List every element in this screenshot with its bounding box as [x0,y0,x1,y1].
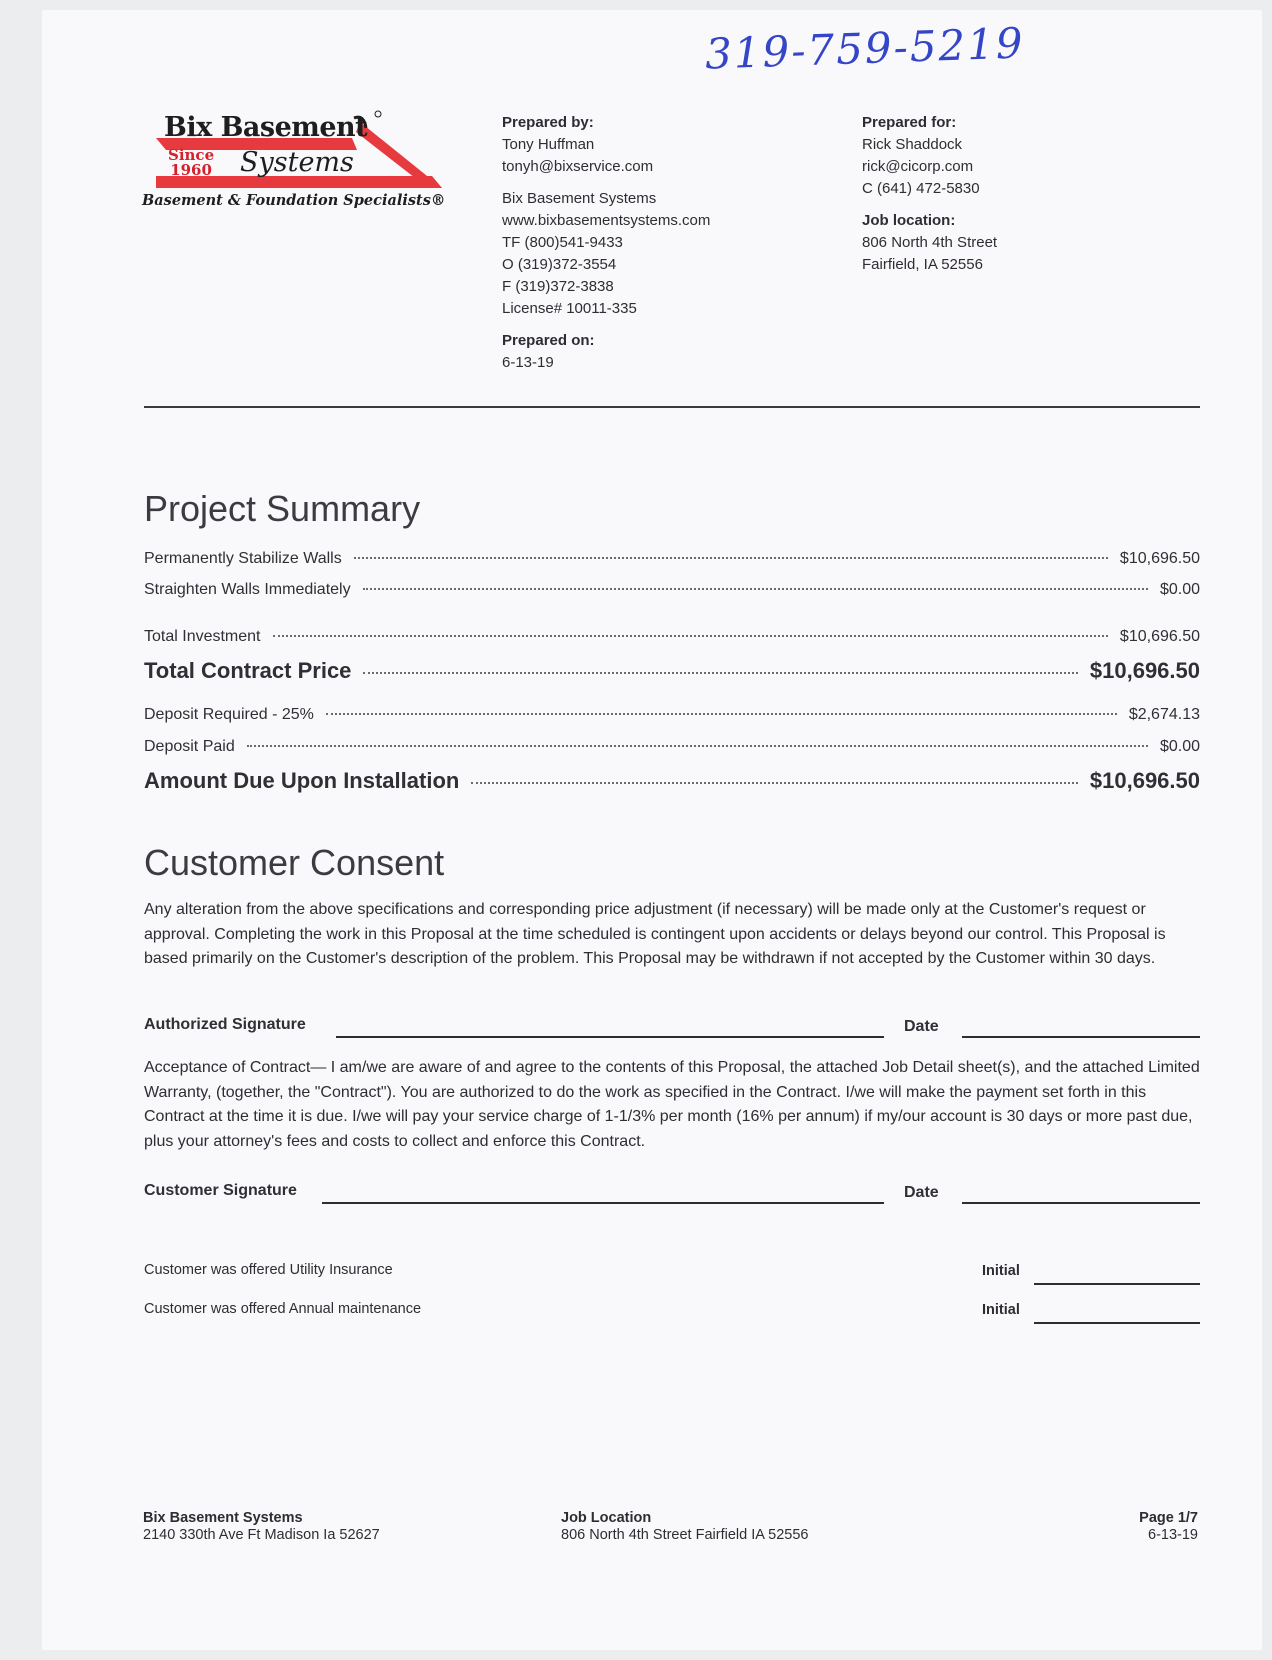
dot-leader [363,588,1148,590]
logo-name: Bix Basement [164,112,368,143]
summary-line-item [144,581,1200,599]
logo-tagline: Basement & Foundation Specialists® [142,192,446,209]
customer-consent-heading: Customer Consent [144,842,445,883]
authorized-signature-line[interactable] [336,1036,884,1038]
dot-leader [247,745,1148,747]
company-name: Bix Basement Systems [502,190,657,207]
initial-label: Initial [982,1263,1020,1279]
dot-leader [363,672,1077,674]
fax-number: F (319)372-3838 [502,278,614,295]
prepared-on-label: Prepared on: [502,332,595,349]
dot-leader [273,635,1108,637]
job-street: 806 North 4th Street [862,234,998,251]
total-investment-value: $10,696.50 [1119,628,1200,645]
prepared-by-label: Prepared by: [502,114,594,131]
footer-date: 6-13-19 [1148,1527,1198,1543]
client-email: rick@cicorp.com [862,158,974,175]
header-divider [144,406,1200,408]
date-label: Date [904,1184,939,1201]
deposit-required-value: $2,674.13 [1128,706,1200,723]
prepared-for-block [862,112,997,276]
line-item-label: Permanently Stabilize Walls [144,550,342,567]
authorized-signature-label: Authorized Signature [144,1016,306,1033]
handwritten-phone-note: 319-759-5219 [704,18,1026,79]
page-number: Page 1/7 [1139,1510,1198,1526]
prepared-for-label: Prepared for: [862,114,957,131]
amount-due-label: Amount Due Upon Installation [144,768,460,793]
total-contract-label: Total Contract Price [144,658,352,683]
date-label: Date [904,1018,939,1035]
job-city: Fairfield, IA 52556 [862,256,983,273]
summary-line-item [144,550,1200,568]
utility-insurance-initial-line[interactable] [1034,1283,1200,1285]
customer-signature-row [144,1182,1200,1212]
authorized-date-line[interactable] [962,1036,1200,1038]
prepared-by-block [502,112,710,374]
footer-page-info [1139,1510,1198,1544]
office-phone: O (319)372-3554 [502,256,617,273]
logo-systems: Systems [240,147,354,178]
line-item-label: Straighten Walls Immediately [144,581,351,598]
client-name: Rick Shaddock [862,136,963,153]
customer-signature-label: Customer Signature [144,1182,297,1199]
total-investment-label: Total Investment [144,628,261,645]
utility-insurance-offer: Customer was offered Utility Insurance [144,1262,393,1278]
customer-signature-line[interactable] [322,1202,884,1204]
dot-leader [471,782,1078,784]
customer-date-line[interactable] [962,1202,1200,1204]
authorized-signature-row [144,1016,1200,1046]
amount-due-row [144,768,1200,794]
deposit-required-label: Deposit Required - 25% [144,706,314,723]
deposit-paid-row [144,738,1200,756]
preparer-email: tonyh@bixservice.com [502,158,654,175]
logo-since: Since 1960 [168,146,215,179]
deposit-paid-value: $0.00 [1159,738,1200,755]
line-item-value: $10,696.50 [1119,550,1200,567]
job-location-label: Job location: [862,212,956,229]
dot-leader [326,713,1117,715]
total-investment-row [144,628,1200,646]
total-contract-value: $10,696.50 [1089,658,1200,683]
footer-company [143,1510,380,1544]
prepared-on-date: 6-13-19 [502,354,554,371]
project-summary-heading: Project Summary [144,488,421,529]
footer-company-name: Bix Basement Systems [143,1510,303,1526]
amount-due-value: $10,696.50 [1089,768,1200,793]
deposit-paid-label: Deposit Paid [144,738,235,755]
consent-paragraph: Any alteration from the above specifications and corresponding price adjustment (if necessary) will be made only at the Customer's request or approval. Completing the work in this Proposal at the time scheduled is contingent upon accidents or delays beyond our control. This Proposal is based primarily on the Customer's description of the problem. This Proposal may be withdrawn if not accepted by the Customer within 30 days. [144,901,1166,967]
dot-leader [354,557,1108,559]
footer-company-address: 2140 330th Ave Ft Madison Ia 52627 [143,1527,380,1543]
deposit-required-row [144,706,1200,724]
footer-job-location [561,1510,808,1544]
annual-maintenance-offer: Customer was offered Annual maintenance [144,1301,422,1317]
footer-job-label: Job Location [561,1510,652,1526]
license-number: License# 10011-335 [502,300,637,317]
total-contract-price-row [144,658,1200,684]
preparer-name: Tony Huffman [502,136,595,153]
toll-free-phone: TF (800)541-9433 [502,234,623,251]
annual-maintenance-initial-line[interactable] [1034,1322,1200,1324]
company-website: www.bixbasementsystems.com [502,212,711,229]
client-cell: C (641) 472-5830 [862,180,980,197]
line-item-value: $0.00 [1159,581,1200,598]
footer-job-address: 806 North 4th Street Fairfield IA 52556 [561,1527,809,1543]
acceptance-paragraph: Acceptance of Contract— I am/we are aware of and agree to the contents of this Proposal, the attached Job Detail sheet(s), and the attached Limited Warranty, (together, the "Contract"). You are authorized to do the work as specified in the Contract. I/we will make the payment set forth in this Contract at the time it is due. I/we will pay your service charge of 1-1/3% per month (16% per annum) if my/our account is 30 days or more past due, plus your attorney's fees and costs to collect and enforce this Contract. [144,1059,1200,1150]
company-logo [142,108,472,218]
initial-label: Initial [982,1302,1020,1318]
